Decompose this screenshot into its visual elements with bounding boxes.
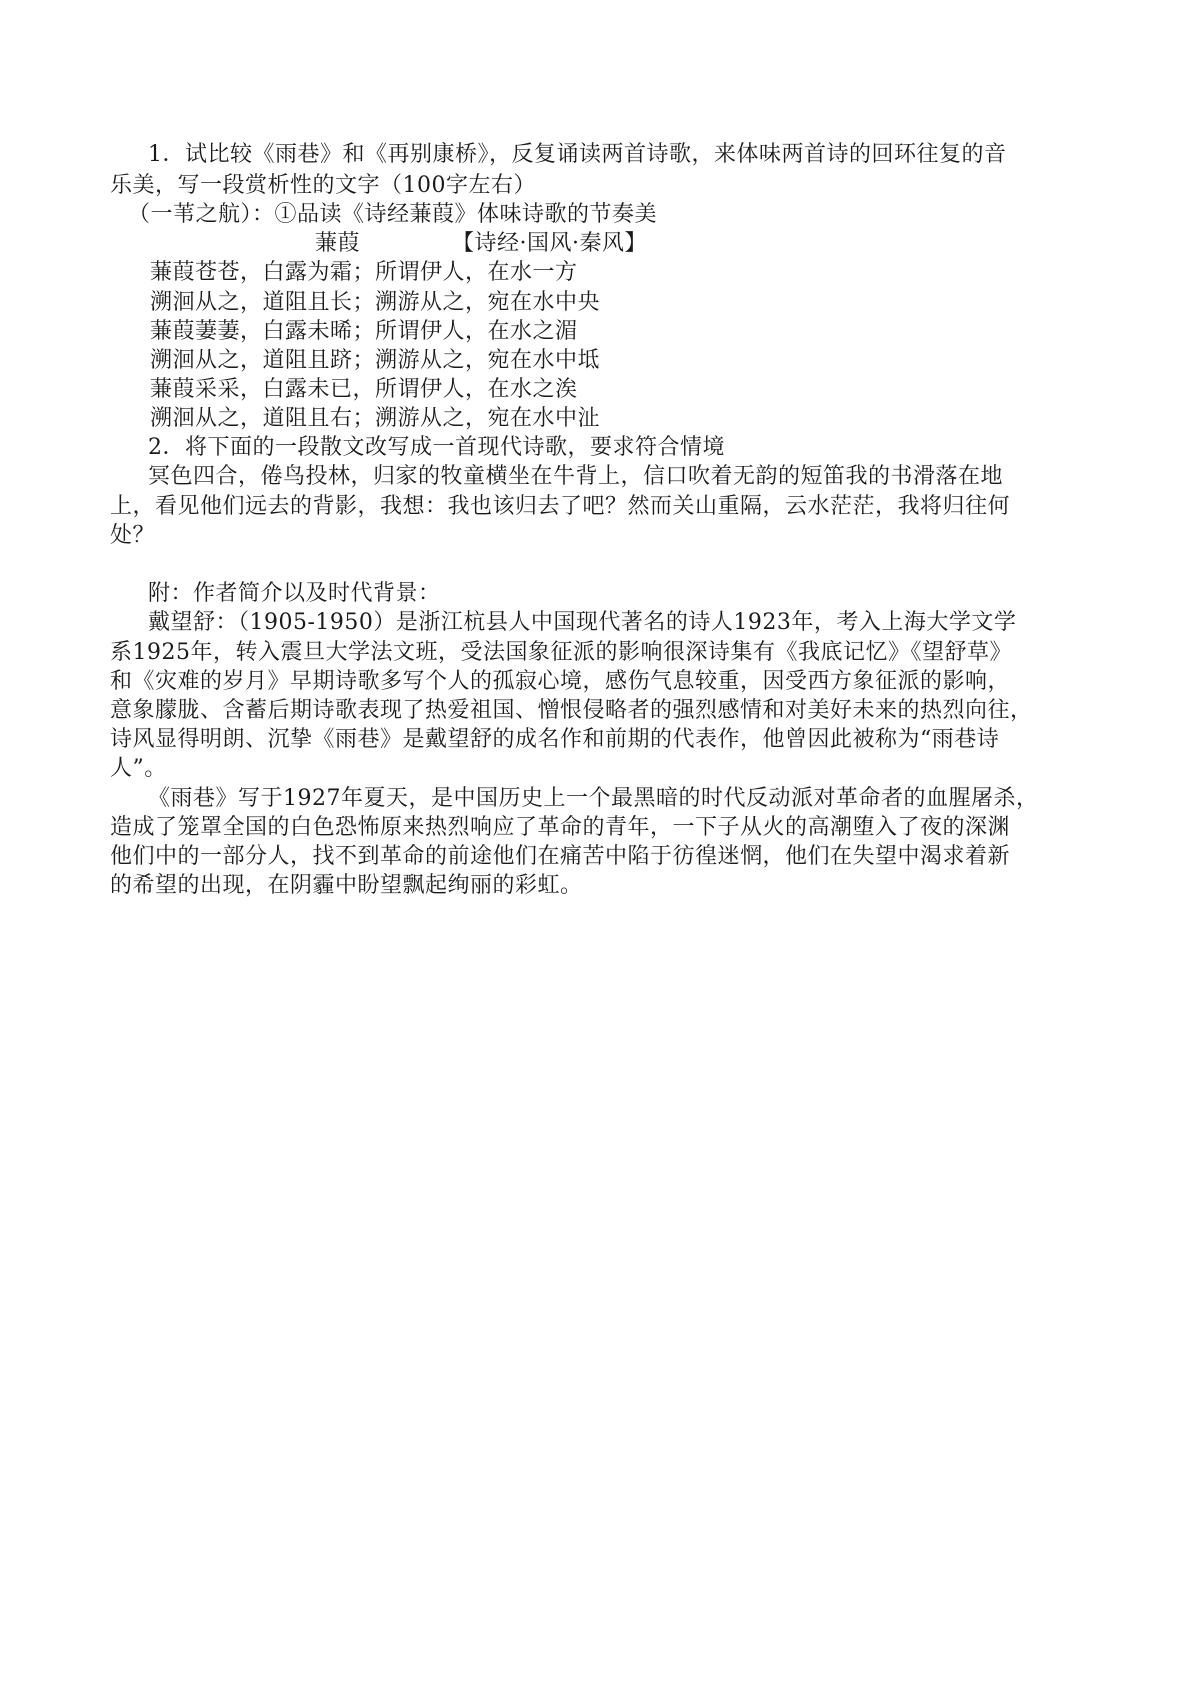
prose-line: 处？ xyxy=(110,523,156,548)
bio-line: 和《灾难的岁月》早期诗歌多写个人的孤寂心境，感伤气息较重，因受西方象征派的影响， xyxy=(110,669,1011,694)
poem-line: 溯洄从之，道阻且右；溯游从之，宛在水中沚 xyxy=(150,406,601,431)
bio-line: 诗风显得明朗、沉挚《雨巷》是戴望舒的成名作和前期的代表作，他曾因此被称为“雨巷诗 xyxy=(110,727,1000,752)
context-line: 造成了笼罩全国的白色恐怖原来热烈响应了革命的青年，一下子从火的高潮堕入了夜的深渊 xyxy=(110,815,1011,840)
poem-line: 蒹葭采采，白露未已，所谓伊人，在水之涘 xyxy=(150,377,578,402)
poem-line: 蒹葭苍苍，白露为霜；所谓伊人，在水一方 xyxy=(150,260,578,285)
context-line: 《雨巷》写于1927年夏天，是中国历史上一个最黑暗的时代反动派对革命者的血腥屠杀， xyxy=(148,786,1039,811)
poem-title: 蒹葭 xyxy=(315,231,361,256)
context-line: 的希望的出现，在阴霾中盼望飘起绚丽的彩虹。 xyxy=(110,873,583,898)
context-line: 他们中的一部分人，找不到革命的前途他们在痛苦中陷于彷徨迷惘，他们在失望中渴求着新 xyxy=(110,844,1011,869)
poem-line: 溯洄从之，道阻且跻；溯游从之，宛在水中坻 xyxy=(150,348,601,373)
bio-line: 戴望舒：（1905-1950）是浙江杭县人中国现代著名的诗人1923年，考入上海大学文学 xyxy=(148,610,1017,635)
poem-source: 【诗经·国风·秦风】 xyxy=(452,231,647,256)
appendix-heading: 附：作者简介以及时代背景： xyxy=(148,581,441,606)
poem-line: 蒹葭萋萋，白露未晞；所谓伊人，在水之湄 xyxy=(150,319,578,344)
bio-line: 意象朦胧、含蓄后期诗歌表现了热爱祖国、憎恨侵略者的强烈感情和对美好未来的热烈向往， xyxy=(110,698,1033,723)
bio-line: 系1925年，转入震旦大学法文班，受法国象征派的影响很深诗集有《我底记忆》《望舒草》 xyxy=(110,640,1012,665)
question-2: 2．将下面的一段散文改写成一首现代诗歌，要求符合情境 xyxy=(148,435,725,460)
prose-line: 上，看见他们远去的背影，我想：我也该归去了吧？然而关山重隔，云水茫茫，我将归往何 xyxy=(110,494,1011,519)
sub-heading: （一苇之航）：①品读《诗经蒹葭》体味诗歌的节奏美 xyxy=(128,202,658,227)
question-1-line-1: 1．试比较《雨巷》和《再别康桥》，反复诵读两首诗歌，来体味两首诗的回环往复的音 xyxy=(148,142,1007,167)
prose-line: 冥色四合，倦鸟投林，归家的牧童横坐在牛背上，信口吹着无韵的短笛我的书滑落在地 xyxy=(148,464,1004,489)
question-1-line-2: 乐美，写一段赏析性的文字（100字左右） xyxy=(110,173,536,198)
poem-line: 溯洄从之，道阻且长；溯游从之，宛在水中央 xyxy=(150,290,601,315)
bio-line: 人”。 xyxy=(110,756,167,781)
